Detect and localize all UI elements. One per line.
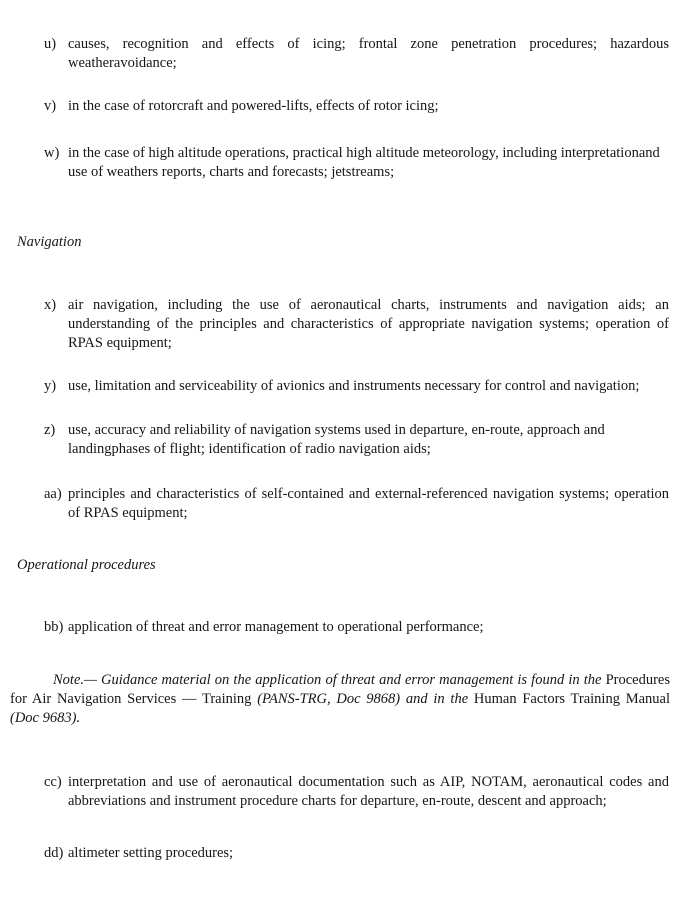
list-item-label: cc) [44,774,62,790]
list-item-dd [44,844,669,863]
note-italic-segment-1: Note.— Guidance material on the application of threat and error management is found in the [53,672,606,688]
list-item-label: u) [44,36,57,52]
list-item-label: dd) [44,845,64,861]
note-roman-segment-1: Procedures for Air Navigation Services — Training [10,672,670,707]
list-item-label: v) [44,98,57,114]
note-italic-segment-2: (PANS-TRG, Doc 9868) and in the [257,691,474,707]
list-item-aa [44,485,669,523]
list-item-text: in the case of rotorcraft and powered-lifts, effects of rotor icing; [68,98,439,114]
list-item-w [44,144,669,182]
list-item-label: y) [44,378,57,394]
note-paragraph [10,671,670,728]
list-item-text: use, limitation and serviceability of avionics and instruments necessary for control and navigation; [68,378,640,394]
heading-navigation: Navigation [17,234,82,250]
list-item-label: z) [44,422,56,438]
list-item-label: w) [44,145,60,161]
list-item-label: bb) [44,619,64,635]
list-item-x [44,296,669,353]
list-item-label: aa) [44,486,62,502]
list-item-text: causes, recognition and effects of icing; frontal zone penetration procedures; hazardous weatheravoidance; [68,36,669,71]
note-roman-segment-2: Human Factors Training Manual [473,691,670,707]
list-item-text: in the case of high altitude operations, practical high altitude meteorology, including interpretationand use of weathers reports, charts and forecasts; jetstreams; [68,145,660,180]
list-item-label: x) [44,297,57,313]
heading-operational-procedures: Operational procedures [17,557,156,573]
list-item-text: interpretation and use of aeronautical documentation such as AIP, NOTAM, aeronautical codes and abbreviations and instrument procedure charts for departure, en-route, descent and approach; [68,774,669,809]
list-item-v [44,97,669,116]
list-item-text: application of threat and error management to operational performance; [68,619,484,635]
list-item-bb [44,618,669,637]
list-item-y [44,377,669,396]
list-item-text: principles and characteristics of self-contained and external-referenced navigation systems; operation of RPAS equipment; [68,486,669,521]
list-item-text: air navigation, including the use of aeronautical charts, instruments and navigation aids; an understanding of the principles and characteristics of appropriate navigation systems; operation of RPAS equipment; [68,297,669,351]
note-italic-segment-3: (Doc 9683). [10,710,81,726]
list-item-cc [44,773,669,811]
list-item-z [44,421,669,459]
list-item-text: altimeter setting procedures; [68,845,234,861]
list-item-text: use, accuracy and reliability of navigation systems used in departure, en-route, approach and landingphases of flight; identification of radio navigation aids; [68,422,605,457]
list-item-u [44,35,669,73]
